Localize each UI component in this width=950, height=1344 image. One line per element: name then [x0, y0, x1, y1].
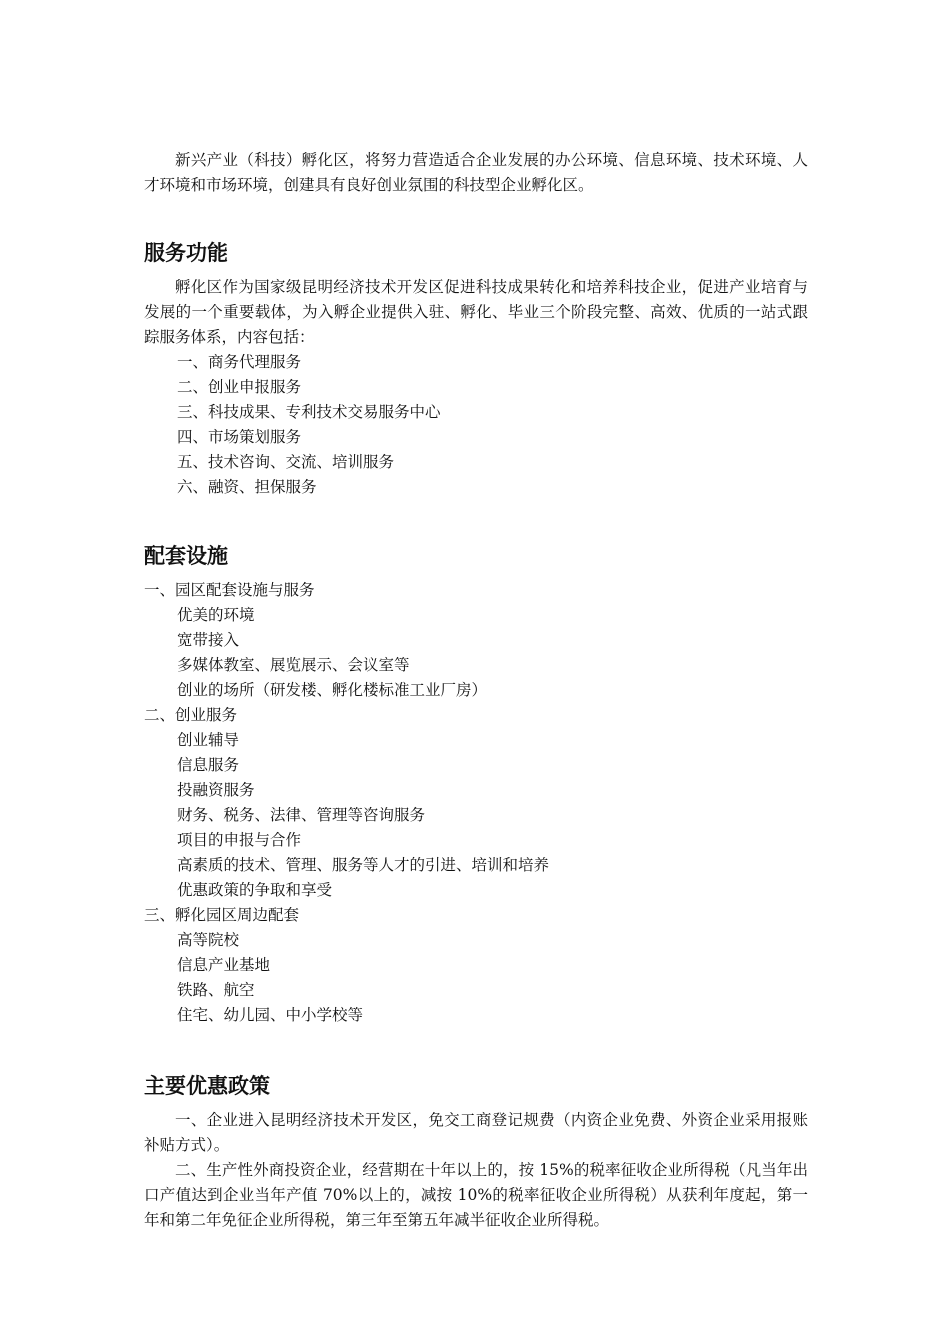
list-item: 投融资服务: [177, 781, 255, 799]
list-item: 二、创业申报服务: [177, 378, 302, 396]
list-item: 三、科技成果、专利技术交易服务中心: [177, 403, 441, 421]
list-item: 住宅、幼儿园、中小学校等: [177, 1006, 364, 1024]
intro-paragraph: 新兴产业（科技）孵化区，将努力营造适合企业发展的办公环境、信息环境、技术环境、人才环境和市场环境，创建具有良好创业氛围的科技型企业孵化区。: [144, 151, 808, 194]
section-heading-facility: 配套设施: [144, 544, 228, 568]
group-title: 一、园区配套设施与服务: [144, 581, 315, 599]
policy-paragraph: 一、企业进入昆明经济技术开发区，免交工商登记规费（内资企业免费、外资企业采用报账补贴方式）。: [144, 1111, 808, 1154]
section-heading-service: 服务功能: [144, 241, 228, 265]
list-item: 优惠政策的争取和享受: [177, 881, 333, 899]
policy-paragraph: 二、生产性外商投资企业，经营期在十年以上的，按 15%的税率征收企业所得税（凡当年出口产值达到企业当年产值 70%以上的，减按 10%的税率征收企业所得税）从获利年度起，第一年和第二年免征企业所得税，第三年至第五年减半征收企业所得税。: [144, 1161, 808, 1229]
list-item: 项目的申报与合作: [177, 831, 302, 849]
service-list: [144, 350, 808, 500]
list-item: 创业的场所（研发楼、孵化楼标准工业厂房）: [177, 681, 488, 699]
service-paragraph: 孵化区作为国家级昆明经济技术开发区促进科技成果转化和培养科技企业，促进产业培育与发展的一个重要载体，为入孵企业提供入驻、孵化、毕业三个阶段完整、高效、优质的一站式跟踪服务体系，内容包括：: [144, 278, 808, 346]
list-item: 六、融资、担保服务: [177, 478, 317, 496]
list-item: 多媒体教室、展览展示、会议室等: [177, 656, 410, 674]
list-item: 创业辅导: [177, 731, 240, 749]
group-title: 三、孵化园区周边配套: [144, 906, 300, 924]
list-item: 优美的环境: [177, 606, 255, 624]
group-title: 二、创业服务: [144, 706, 238, 724]
facility-list: [144, 578, 808, 1028]
list-item: 财务、税务、法律、管理等咨询服务: [177, 806, 426, 824]
list-item: 信息服务: [177, 756, 240, 774]
list-item: 高等院校: [177, 931, 240, 949]
list-item: 宽带接入: [177, 631, 240, 649]
list-item: 铁路、航空: [177, 981, 255, 999]
list-item: 五、技术咨询、交流、培训服务: [177, 453, 395, 471]
list-item: 一、商务代理服务: [177, 353, 302, 371]
list-item: 四、市场策划服务: [177, 428, 302, 446]
list-item: 高素质的技术、管理、服务等人才的引进、培训和培养: [177, 856, 550, 874]
section-heading-policy: 主要优惠政策: [144, 1074, 270, 1098]
document-body: [144, 148, 808, 1233]
list-item: 信息产业基地: [177, 956, 271, 974]
